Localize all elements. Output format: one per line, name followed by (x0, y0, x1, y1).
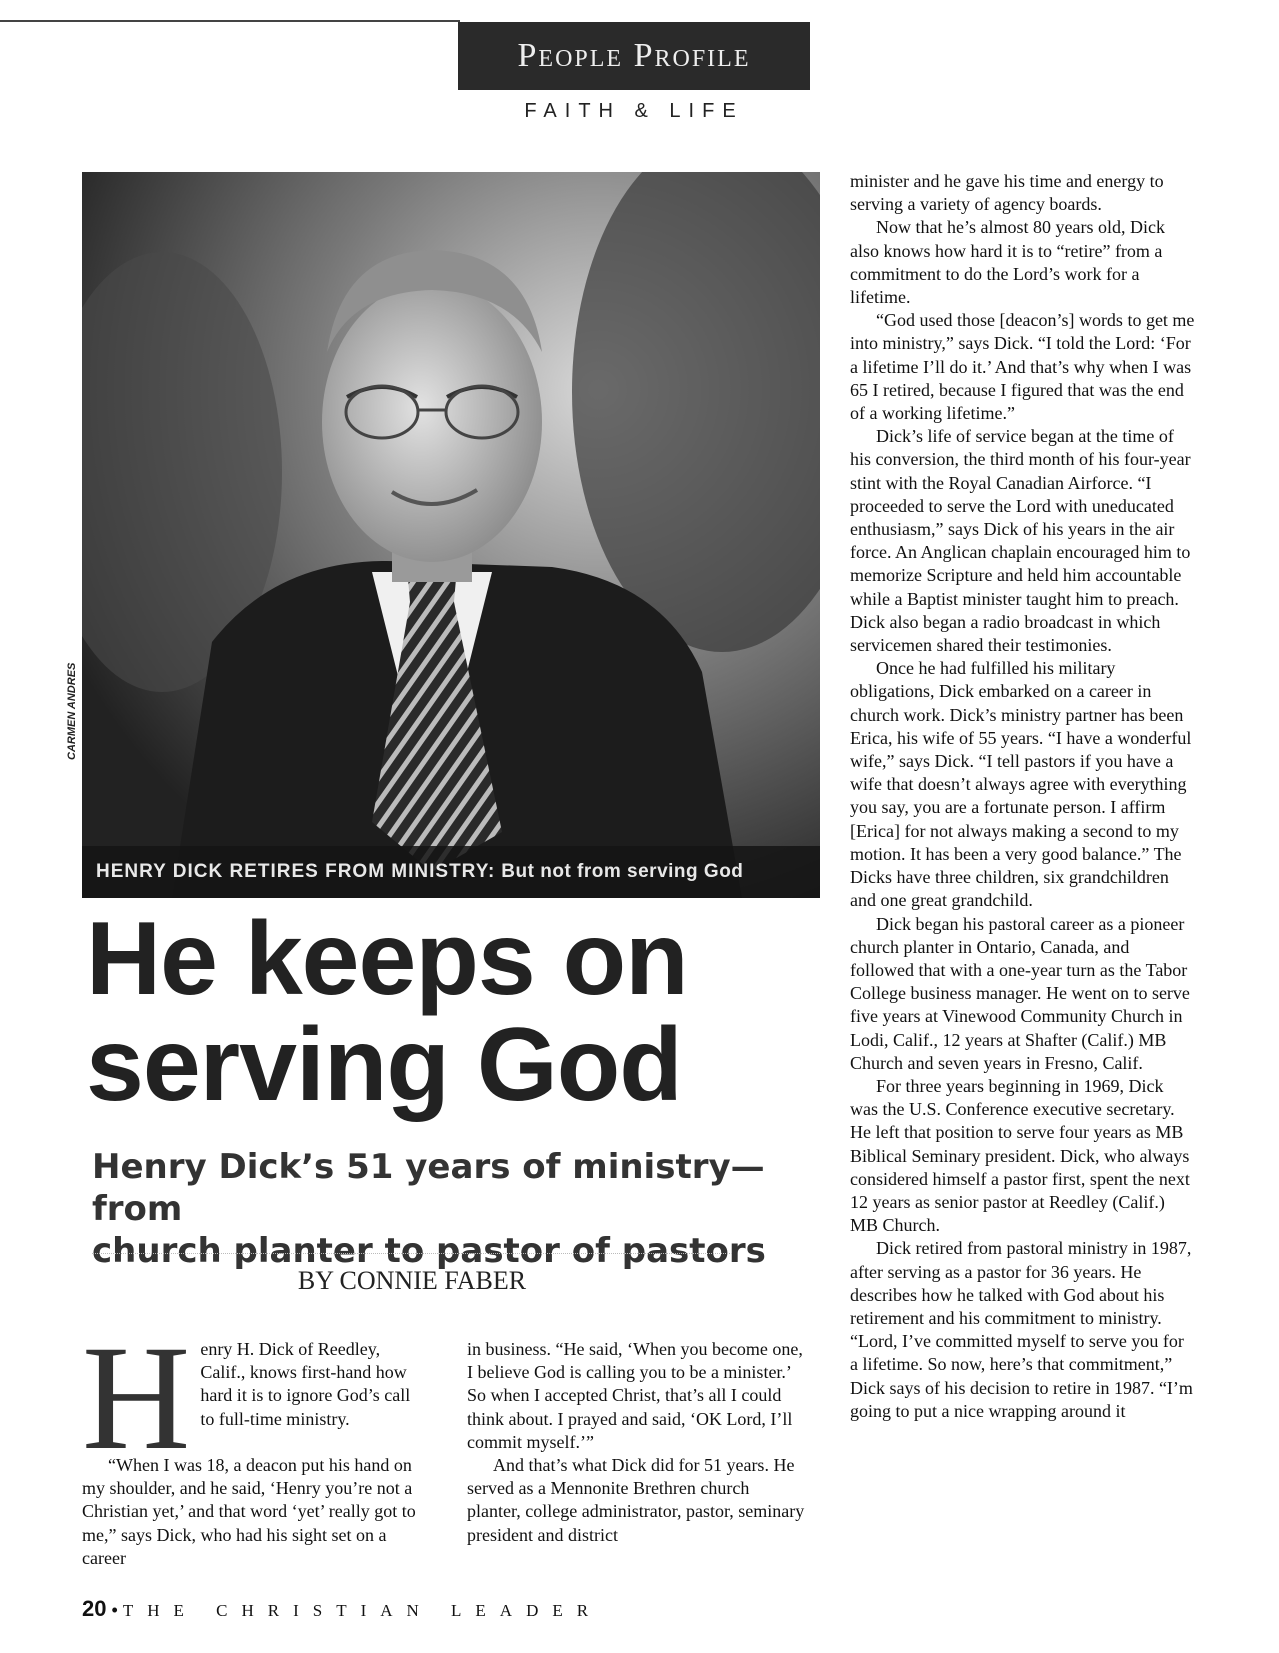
drop-cap: H (82, 1315, 191, 1481)
page-footer (82, 1596, 602, 1622)
paragraph: For three years beginning in 1969, Dick was the U.S. Conference executive secretary. He left that position to serve four years as MB Biblical Seminary president. Dick, who always considered himself a pastor first, spent the next 12 years as senior pastor at Reedley (Calif.) MB Church. (850, 1075, 1190, 1236)
photo-credit: CARMEN ANDRES (66, 662, 78, 760)
paragraph: Now that he’s almost 80 years old, Dick also knows how hard it is to “retire” from a commitment to do the Lord’s work for a lifetime. (850, 217, 1165, 308)
byline: BY CONNIE FABER (297, 1266, 527, 1295)
dek-line-2: church planter to pastor of pastors (92, 1231, 766, 1271)
footer-bullet: • (111, 1600, 118, 1620)
paragraph: Dick’s life of service began at the time of his conversion, the third month of his four-year stint with the Royal Canadian Airforce. “I proceeded to serve the Lord with uneducated enthusiasm,” says Dick of his years in the air force. An Anglican chaplain encouraged him to memorize Scripture and held him accountable while a Baptist minister taught him to preach. Dick also began a radio broadcast in which servicemen shared their testimonies. (850, 426, 1191, 656)
paragraph: And that’s what Dick did for 51 years. He served as a Mennonite Brethren church planter, college administrator, pastor, seminary president and district (467, 1455, 805, 1545)
paragraph: enry H. Dick of Reedley, Calif., knows first-hand how hard it is to ignore God’s call to full-time ministry. (200, 1339, 411, 1429)
paragraph: “God used those [deacon’s] words to get me into ministry,” says Dick. “I told the Lord: ‘For a lifetime I’ll do it.’ And that’s why when I was 65 I retired, because I figured that was the end of a working lifetime.” (850, 310, 1195, 424)
headline-line-1: He keeps on (86, 901, 688, 1017)
top-rule (0, 20, 460, 22)
photo-caption (82, 846, 820, 898)
paragraph: in business. “He said, ‘When you become one, I believe God is calling you to be a minister.’ So when I accepted Christ, that’s all I could think about. I prayed and said, ‘OK Lord, I’ll commit myself.’” (467, 1339, 803, 1452)
column-1 (82, 1315, 422, 1570)
column-2 (467, 1338, 807, 1547)
column-3 (850, 170, 1195, 1423)
paragraph: Once he had fulfilled his military obligations, Dick embarked on a career in church work. Dick’s ministry partner has been Erica, his wife of 55 years. “I have a wonderful wife,” says Dick. “I tell pastors if you have a wife that doesn’t always agree with everything you say, you are a fortunate person. I affirm [Erica] for not always making a second to my motion. It has been a very good balance.” The Dicks have three children, six grandchildren and one great grandchild. (850, 658, 1192, 911)
paragraph: minister and he gave his time and energy to serving a variety of agency boards. (850, 171, 1164, 215)
portrait-illustration (82, 172, 820, 898)
paragraph: Dick began his pastoral career as a pioneer church planter in Ontario, Canada, and followed that with a one-year turn as the Tabor College business manager. He went on to serve five years at Vinewood Community Church in Lodi, Calif., 12 years at Shafter (Calif.) MB Church and seven years in Fresno, Calif. (850, 913, 1190, 1073)
portrait-photo (82, 172, 820, 898)
magazine-name: THE CHRISTIAN LEADER (122, 1601, 603, 1620)
page-number: 20 (82, 1596, 107, 1621)
paragraph: “When I was 18, a deacon put his hand on my shoulder, and he said, ‘Henry you’re not a Christian yet,’ and that word ‘yet’ really got to me,” says Dick, who had his sight set on a career (82, 1455, 416, 1568)
paragraph: Dick retired from pastoral ministry in 1987, after serving as a pastor for 36 years. He describes how he talked with God about his retirement and his commitment to ministry. “Lord, I’ve committed myself to serve you for a lifetime. So now, here’s that commitment,” Dick says of his decision to retire in 1987. “I’m going to put a nice wrapping around it (850, 1238, 1193, 1421)
divider (92, 1253, 732, 1254)
section-subtitle: FAITH & LIFE (524, 100, 744, 122)
photo-caption-text: But not from serving God (501, 861, 744, 882)
headline (86, 901, 826, 1123)
section-title: People Profile (458, 22, 810, 90)
photo-caption-tag: HENRY DICK RETIRES FROM MINISTRY: (96, 861, 496, 882)
headline-line-2: serving God (86, 1007, 682, 1123)
dek-line-1: Henry Dick’s 51 years of ministry—from (92, 1147, 765, 1229)
